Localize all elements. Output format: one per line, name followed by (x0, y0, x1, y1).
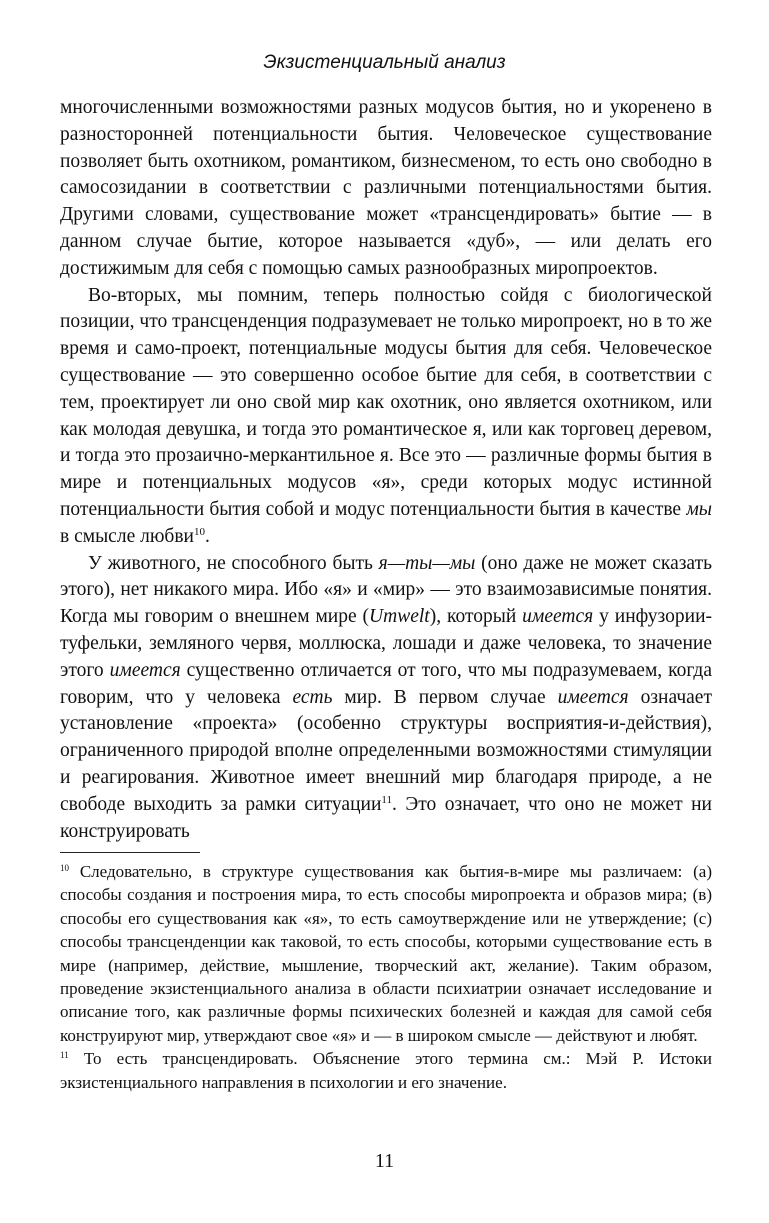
italic-run: есть (292, 686, 333, 708)
footnote-mark-10: 10 (60, 863, 69, 873)
page-number: 11 (374, 1150, 395, 1172)
text-run: в смысле любви (60, 525, 194, 547)
italic-run: имеется (109, 659, 181, 681)
footnote-text: Следовательно, в структуре существования как бытия-в-мире мы различаем: (а) способы создания и построения мира, то есть способы миропроекта и образов мира; (в) способы его существования как «я», то есть самоутверждение или не утверждение; (с) способы трансценденции как таковой, то есть способы, которыми существование есть в мире (например, действие, мышление, творческий акт, желание). Таким образом, проведение экзистенциального анализа в области психиатрии означает исследование и описание того, как различные формы психических болезней и каждая для самой себя конструируют мир, утверждают свое «я» и — в широком смысле — действуют и любят. (60, 862, 712, 1045)
footnote-ref-11[interactable]: 11 (381, 793, 392, 806)
italic-run: я—ты—мы (378, 552, 476, 574)
italic-run: имеется (557, 686, 629, 708)
italic-run: Umwelt (369, 606, 430, 628)
text-run: . (204, 525, 210, 547)
text-run: У животного, не способного быть (88, 552, 379, 574)
text-run: ), который (429, 606, 523, 628)
text-run: означает установление «проекта» (особенно структуры восприятия-и-действия), ограниченного природой вполне определенными возможностями стимуляции и реагирования. Животное имеет внешний мир благодаря природе, а не свободе выходить за рамки ситуации (60, 686, 712, 815)
paragraph-2 (60, 283, 712, 551)
text-run: Во-вторых, мы помним, теперь полностью сойдя с биологической позиции, что трансценденция подразумевает не только миропроект, но в то же время и само-проект, потенциальные модусы бытия для себя. Человеческое существование — это совершенно особое бытие для себя, в соответствии с тем, проектирует ли оно свой мир как охотник, оно является охотником, или как молодая девушка, и тогда это романтическое я, или как торговец деревом, и тогда это прозаично-меркантильное я. Все это — различные формы бытия в мире и потенциальных модусов «я», среди которых модус истинной потенциальности бытия собой и модус потенциальности бытия в качестве (60, 284, 712, 520)
paragraph-1: многочисленными возможностями разных модусов бытия, но и укоренено в разносторонней потенциальности бытия. Человеческое существование позволяет быть охотником, романтиком, бизнесменом, то есть оно свободно в самосозидании в соответствии с различными потенциальностями бытия. Другими словами, существование может «трансцендировать» бытие — в данном случае бытие, которое называется «дуб», — или делать его достижимым для себя с помощью самых разнообразных миропроектов. (60, 97, 712, 279)
footnote-10 (60, 860, 712, 1047)
main-text (60, 95, 712, 845)
text-run: мир. В первом случае (332, 686, 558, 708)
text-run: существенно отличается от того, что мы подразумеваем, когда говорим, что у человека (60, 659, 712, 708)
text-run: (оно даже не может сказать этого), нет никакого мира. Ибо «я» и «мир» — это взаимозависимые понятия. Когда мы говорим о внешнем мире ( (60, 552, 712, 628)
running-header: Экзистенциальный анализ (263, 52, 506, 73)
footnote-mark-11: 11 (60, 1050, 69, 1061)
footnote-text: То есть трансцендировать. Объяснение этого термина см.: Мэй Р. Истоки экзистенциального направления в психологии и его значение. (60, 1049, 712, 1092)
italic-run: мы (686, 498, 712, 520)
footnote-separator (60, 852, 200, 853)
footnote-ref-10[interactable]: 10 (193, 525, 205, 538)
italic-run: имеется (522, 606, 594, 628)
paragraph-3 (60, 551, 712, 846)
footnote-11 (60, 1047, 712, 1094)
text-run: у инфузории-туфельки, земляного червя, моллюска, лошади и даже человека, то значение этого (60, 606, 712, 681)
text-run: . Это означает, что оно не может ни конструировать (60, 793, 712, 842)
footnotes (60, 860, 712, 1094)
